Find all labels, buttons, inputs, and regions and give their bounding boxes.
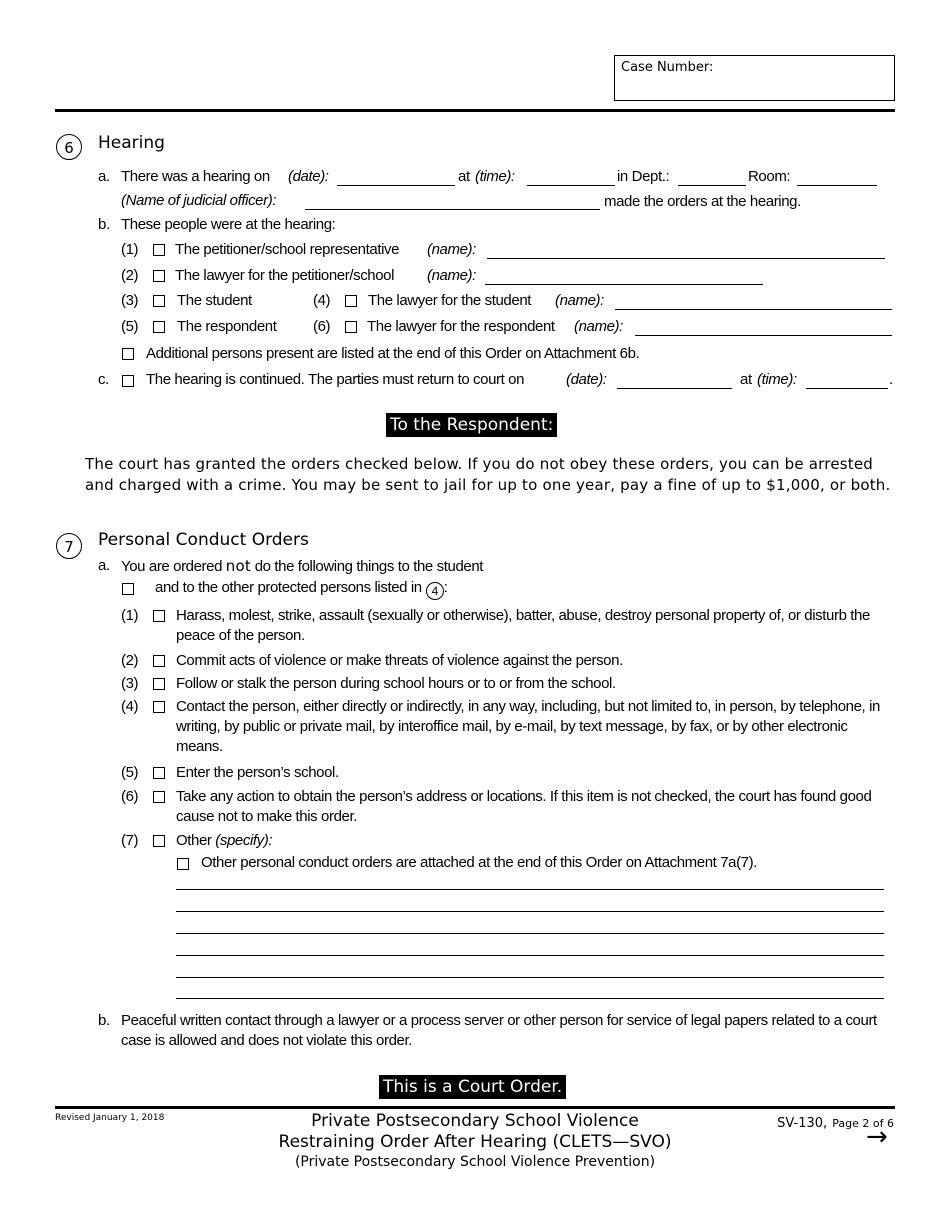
order-5-number: (5) bbox=[121, 764, 139, 781]
order-3-number: (3) bbox=[121, 675, 139, 692]
protected-persons-label: and to the other protected persons listed in bbox=[155, 579, 422, 596]
item-7b-text: Peaceful written contact through a lawyer or a process server or other person for service of legal papers related to a court case is allowed and does not violate this order. bbox=[121, 1012, 877, 1049]
attendee-4-label: The lawyer for the student bbox=[368, 292, 532, 309]
protected-ref-circle: 4 bbox=[426, 582, 444, 600]
dept-label: in Dept.: bbox=[617, 168, 670, 185]
specify-line-2[interactable] bbox=[176, 911, 884, 912]
order-6-number: (6) bbox=[121, 788, 139, 805]
attendee-6-number: (6) bbox=[313, 318, 331, 335]
item-7a-text-pre: You are ordered bbox=[121, 558, 226, 575]
attendee-3-label: The student bbox=[177, 292, 252, 309]
page-number: Page 2 of 6 bbox=[832, 1117, 894, 1130]
judicial-officer-field[interactable] bbox=[305, 209, 600, 210]
continued-time-label: (time): bbox=[757, 371, 797, 388]
attendee-2-label: The lawyer for the petitioner/school bbox=[175, 267, 395, 284]
order-7-text bbox=[176, 832, 272, 850]
item-6a-text: There was a hearing on bbox=[121, 168, 270, 185]
order-1-text: Harass, molest, strike, assault (sexually or otherwise), batter, abuse, destroy personal property of, or disturb the peace of the person. bbox=[176, 607, 870, 644]
footer-title-block bbox=[240, 1111, 710, 1171]
room-field[interactable] bbox=[797, 185, 877, 186]
protected-ref-colon: : bbox=[443, 579, 448, 596]
attendee-1-checkbox[interactable] bbox=[153, 244, 165, 256]
other-orders-attached-text: Other personal conduct orders are attached at the end of this Order on Attachment 7a(7). bbox=[201, 854, 757, 871]
item-7b-letter: b. bbox=[98, 1012, 110, 1029]
attendee-2-checkbox[interactable] bbox=[153, 270, 165, 282]
order-5-checkbox[interactable] bbox=[153, 767, 165, 779]
case-number-label: Case Number: bbox=[621, 60, 714, 75]
order-4-text: Contact the person, either directly or indirectly, in any way, including, but not limited to, in person, by telephone, in writing, by public or private mail, by interoffice mail, by e-mail, by text message, by fax, or by other electronic means. bbox=[176, 698, 880, 755]
hearing-date-field[interactable] bbox=[337, 185, 455, 186]
item-6a-letter: a. bbox=[98, 168, 110, 185]
continued-period: . bbox=[889, 371, 893, 388]
attendee-2-name-label: (name): bbox=[427, 267, 476, 284]
attendee-1-label: The petitioner/school representative bbox=[175, 241, 400, 258]
attendee-5-label: The respondent bbox=[177, 318, 277, 335]
attendee-3-number: (3) bbox=[121, 292, 139, 309]
specify-line-3[interactable] bbox=[176, 933, 884, 934]
revised-date: Revised January 1, 2018 bbox=[55, 1113, 165, 1123]
section-7-number: 7 bbox=[56, 533, 82, 559]
room-label: Room: bbox=[748, 168, 791, 185]
order-7-checkbox[interactable] bbox=[153, 835, 165, 847]
made-orders-text: made the orders at the hearing. bbox=[604, 193, 801, 210]
specify-line-5[interactable] bbox=[176, 977, 884, 978]
continued-date-label: (date): bbox=[566, 371, 607, 388]
order-2-text: Commit acts of violence or make threats of violence against the person. bbox=[176, 652, 623, 669]
continued-time-field[interactable] bbox=[806, 388, 888, 389]
hearing-time-label: (time): bbox=[475, 168, 515, 185]
order-1-checkbox[interactable] bbox=[153, 610, 165, 622]
attendee-1-name-label: (name): bbox=[427, 241, 476, 258]
order-3-text: Follow or stalk the person during school hours or to or from the school. bbox=[176, 675, 616, 692]
continued-at-label: at bbox=[740, 371, 752, 388]
attendee-5-number: (5) bbox=[121, 318, 139, 335]
footer-title-1: Private Postsecondary School Violence bbox=[311, 1111, 639, 1131]
specify-line-1[interactable] bbox=[176, 889, 884, 890]
specify-line-6[interactable] bbox=[176, 998, 884, 999]
order-5-text: Enter the person’s school. bbox=[176, 764, 339, 781]
attendee-4-checkbox[interactable] bbox=[345, 295, 357, 307]
dept-field[interactable] bbox=[678, 185, 746, 186]
judicial-officer-label: (Name of judicial officer): bbox=[121, 192, 277, 209]
attendee-4-name-field[interactable] bbox=[615, 309, 892, 310]
item-6c-letter: c. bbox=[98, 371, 109, 388]
order-6-text: Take any action to obtain the person’s address or locations. If this item is not checked, the court has found good cause not to make this order. bbox=[176, 788, 872, 825]
attendee-6-name-label: (name): bbox=[574, 318, 623, 335]
protected-persons-checkbox[interactable] bbox=[122, 583, 134, 595]
attendee-6-checkbox[interactable] bbox=[345, 321, 357, 333]
additional-persons-text: Additional persons present are listed at the end of this Order on Attachment 6b. bbox=[146, 345, 640, 362]
hearing-continued-text: The hearing is continued. The parties must return to court on bbox=[146, 371, 525, 388]
attendee-6-name-field[interactable] bbox=[635, 335, 892, 336]
footer-title-2: Restraining Order After Hearing (CLETS—SVO) bbox=[278, 1132, 672, 1152]
protected-persons-text bbox=[155, 579, 448, 600]
item-6b-letter: b. bbox=[98, 216, 110, 233]
order-2-checkbox[interactable] bbox=[153, 655, 165, 667]
specify-line-4[interactable] bbox=[176, 955, 884, 956]
hearing-continued-checkbox[interactable] bbox=[122, 375, 134, 387]
case-number-box[interactable] bbox=[614, 55, 895, 101]
other-orders-attached-checkbox[interactable] bbox=[177, 858, 189, 870]
hearing-date-label: (date): bbox=[288, 168, 329, 185]
attendee-2-number: (2) bbox=[121, 267, 139, 284]
hearing-time-field[interactable] bbox=[527, 185, 615, 186]
section-6-number: 6 bbox=[56, 134, 82, 160]
attendee-1-name-field[interactable] bbox=[487, 258, 885, 259]
hearing-at-label: at bbox=[458, 168, 470, 185]
order-4-checkbox[interactable] bbox=[153, 701, 165, 713]
form-id: SV-130, bbox=[777, 1116, 828, 1131]
next-page-arrow-icon: → bbox=[866, 1122, 888, 1152]
item-7a-text-post: do the following things to the student bbox=[250, 558, 484, 575]
attendee-3-checkbox[interactable] bbox=[153, 295, 165, 307]
section-7-title: Personal Conduct Orders bbox=[98, 530, 309, 550]
order-7-number: (7) bbox=[121, 832, 139, 849]
item-7a-text bbox=[121, 557, 483, 576]
order-7-other: Other bbox=[176, 832, 212, 849]
section-6-title: Hearing bbox=[98, 133, 165, 153]
continued-date-field[interactable] bbox=[617, 388, 732, 389]
attendee-6-label: The lawyer for the respondent bbox=[367, 318, 555, 335]
respondent-warning: The court has granted the orders checked below. If you do not obey these orders, you can be arrested and charged with a crime. You may be sent to jail for up to one year, pay a fine of up to $1,000, or both. bbox=[85, 455, 891, 494]
respondent-banner: To the Respondent: bbox=[386, 413, 557, 437]
attendee-2-name-field[interactable] bbox=[485, 284, 763, 285]
court-order-banner: This is a Court Order. bbox=[379, 1075, 566, 1099]
attendee-4-number: (4) bbox=[313, 292, 331, 309]
item-6b-text: These people were at the hearing: bbox=[121, 216, 336, 233]
attendee-1-number: (1) bbox=[121, 241, 139, 258]
order-3-checkbox[interactable] bbox=[153, 678, 165, 690]
order-6-checkbox[interactable] bbox=[153, 791, 165, 803]
attendee-5-checkbox[interactable] bbox=[153, 321, 165, 333]
footer-subtitle: (Private Postsecondary School Violence Prevention) bbox=[294, 1154, 656, 1170]
attendee-4-name-label: (name): bbox=[555, 292, 604, 309]
footer-rule bbox=[55, 1106, 895, 1109]
item-7a-not: not bbox=[225, 557, 251, 575]
order-2-number: (2) bbox=[121, 652, 139, 669]
order-7-specify: (specify): bbox=[215, 832, 273, 849]
order-4-number: (4) bbox=[121, 698, 139, 715]
header-rule bbox=[55, 109, 895, 112]
order-1-number: (1) bbox=[121, 607, 139, 624]
additional-persons-checkbox[interactable] bbox=[122, 348, 134, 360]
item-7a-letter: a. bbox=[98, 557, 110, 574]
